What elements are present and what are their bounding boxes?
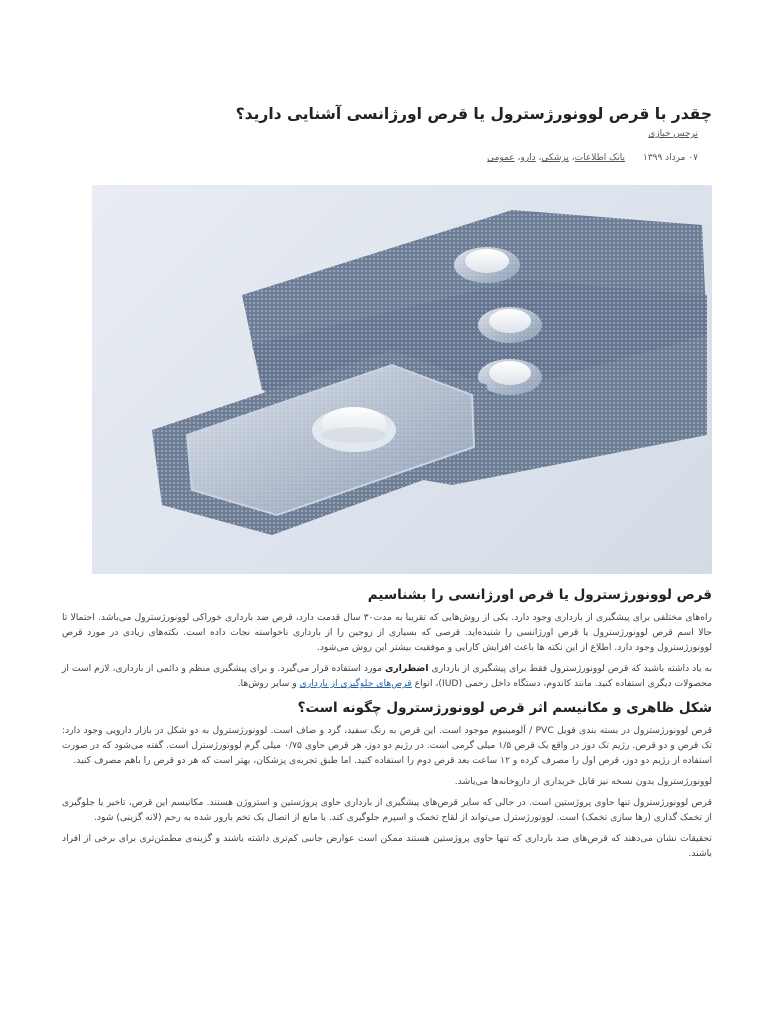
paragraph: راه‌های مختلفی برای پیشگیری از بارداری وجود دارد. یکی از روش‌هایی که تقریبا به مدت۳۰ سال قدمت دارد، قرص ضد بارداری خوراکی لوونورژسترول می‌باشد. احتمالا تا حالا اسم قرص لوونورژسترول یا قرص اورژانسی را شنیده‌اید. قرصی که بسیاری از زوجین را از بارداری ناخواسته نجات داده است. نکته‌های زیادی در مورد قرص لوونورژسترول وجود دارد. اطلاع از این نکته ها باعث افزایش کارایی و موفقیت بیشتر این روش می‌شود. xyxy=(62,612,712,653)
paragraph: تحقیقات نشان می‌دهند که قرص‌های ضد بارداری که تنها حاوی پروژستین هستند ممکن است عوارض جانبی کم‌تری داشته باشند و گزینه‌ی مطمئن‌تری برای برخی از افراد باشند. xyxy=(62,833,712,859)
category-link[interactable]: بانک اطلاعات xyxy=(574,153,625,163)
hero-image xyxy=(92,185,712,574)
contraceptive-pills-link[interactable]: قرص‌های جلوگیری از بارداری xyxy=(299,678,412,689)
front-blister-pack xyxy=(152,350,492,535)
section-heading: قرص لوونورژسترول یا قرص اورژانسی را بشناسیم xyxy=(367,587,712,603)
author-link[interactable]: نرجس خبازی xyxy=(648,129,698,139)
article-meta xyxy=(487,153,698,163)
section-heading: شکل ظاهری و مکانیسم اثر قرص لوونورژسترول چگونه است؟ xyxy=(297,700,712,716)
emphasis-text: اضطراری xyxy=(385,663,429,674)
category-link[interactable]: عمومی xyxy=(487,153,515,163)
publish-date: ۰۷ مرداد ۱۳۹۹ xyxy=(642,153,698,163)
article-title: چقدر با قرص لوونورژسترول یا قرص اورژانسی آشنایی دارید؟ xyxy=(235,105,712,123)
pill-blister-illustration xyxy=(92,185,712,574)
paragraph: قرص لوونورژسترول در بسته بندی فویل PVC / آلومینیوم موجود است. این قرص به رنگ سفید، گرد و صاف است. لوونورژسترول به دو شکل در بازار دارویی وجود دارد: تک قرص و دو قرص. رژیم تک دوز در واقع یک قرص ۱/۵ میلی گرمی است. در رژیم دو دوز، هر قرص حاوی ۰/۷۵ میلی گرم لوونورژسترل است. گفته می‌شود که در صورت استفاده از رژیم دو دوز، قرص اول را مصرف کرده و ۱۲ ساعت بعد قرص دوم را استفاده کنید. اما طبق تجربه‌ی پزشکان، بهتر است که هر دو قرص را باهم مصرف کنید. xyxy=(62,725,713,766)
category-link[interactable]: دارو xyxy=(520,153,536,163)
category-link[interactable]: پزشکی xyxy=(541,153,569,163)
article-body xyxy=(62,584,712,867)
paragraph: لوونورژسترول بدون نسخه نیز قابل خریداری از داروخانه‌ها می‌باشد. xyxy=(454,776,712,787)
category-list: بانک اطلاعات، پزشکی، دارو، عمومی xyxy=(487,153,625,163)
paragraph: به یاد داشته باشید که قرص لوونورژسترول فقط برای پیشگیری از بارداری اضطراری مورد استفاده قرار می‌گیرد. و برای پیشگیری منظم و دائمی از بارداری، لازم است از محصولات دیگری استفاده کنید. مانند کاندوم، دستگاه داخل رحمی (IUD)، انواع قرص‌های جلوگیری از بارداری و سایر روش‌ها. xyxy=(62,663,713,689)
paragraph: قرص لوونورژسترول تنها حاوی پروژستین است. در حالی که سایر قرص‌های پیشگیری از بارداری حاوی پروژستین و استروژن هستند. مکانیسم این قرص، تاخیر یا جلوگیری از تخمک گذاری (رها سازی تخمک) است. لوونورژسترل می‌تواند از لقاح تخمک و اسپرم جلوگیری کند. یا مانع از اتصال یک تخم بارور شده به رحم (لانه گزینی) شود. xyxy=(62,797,712,823)
